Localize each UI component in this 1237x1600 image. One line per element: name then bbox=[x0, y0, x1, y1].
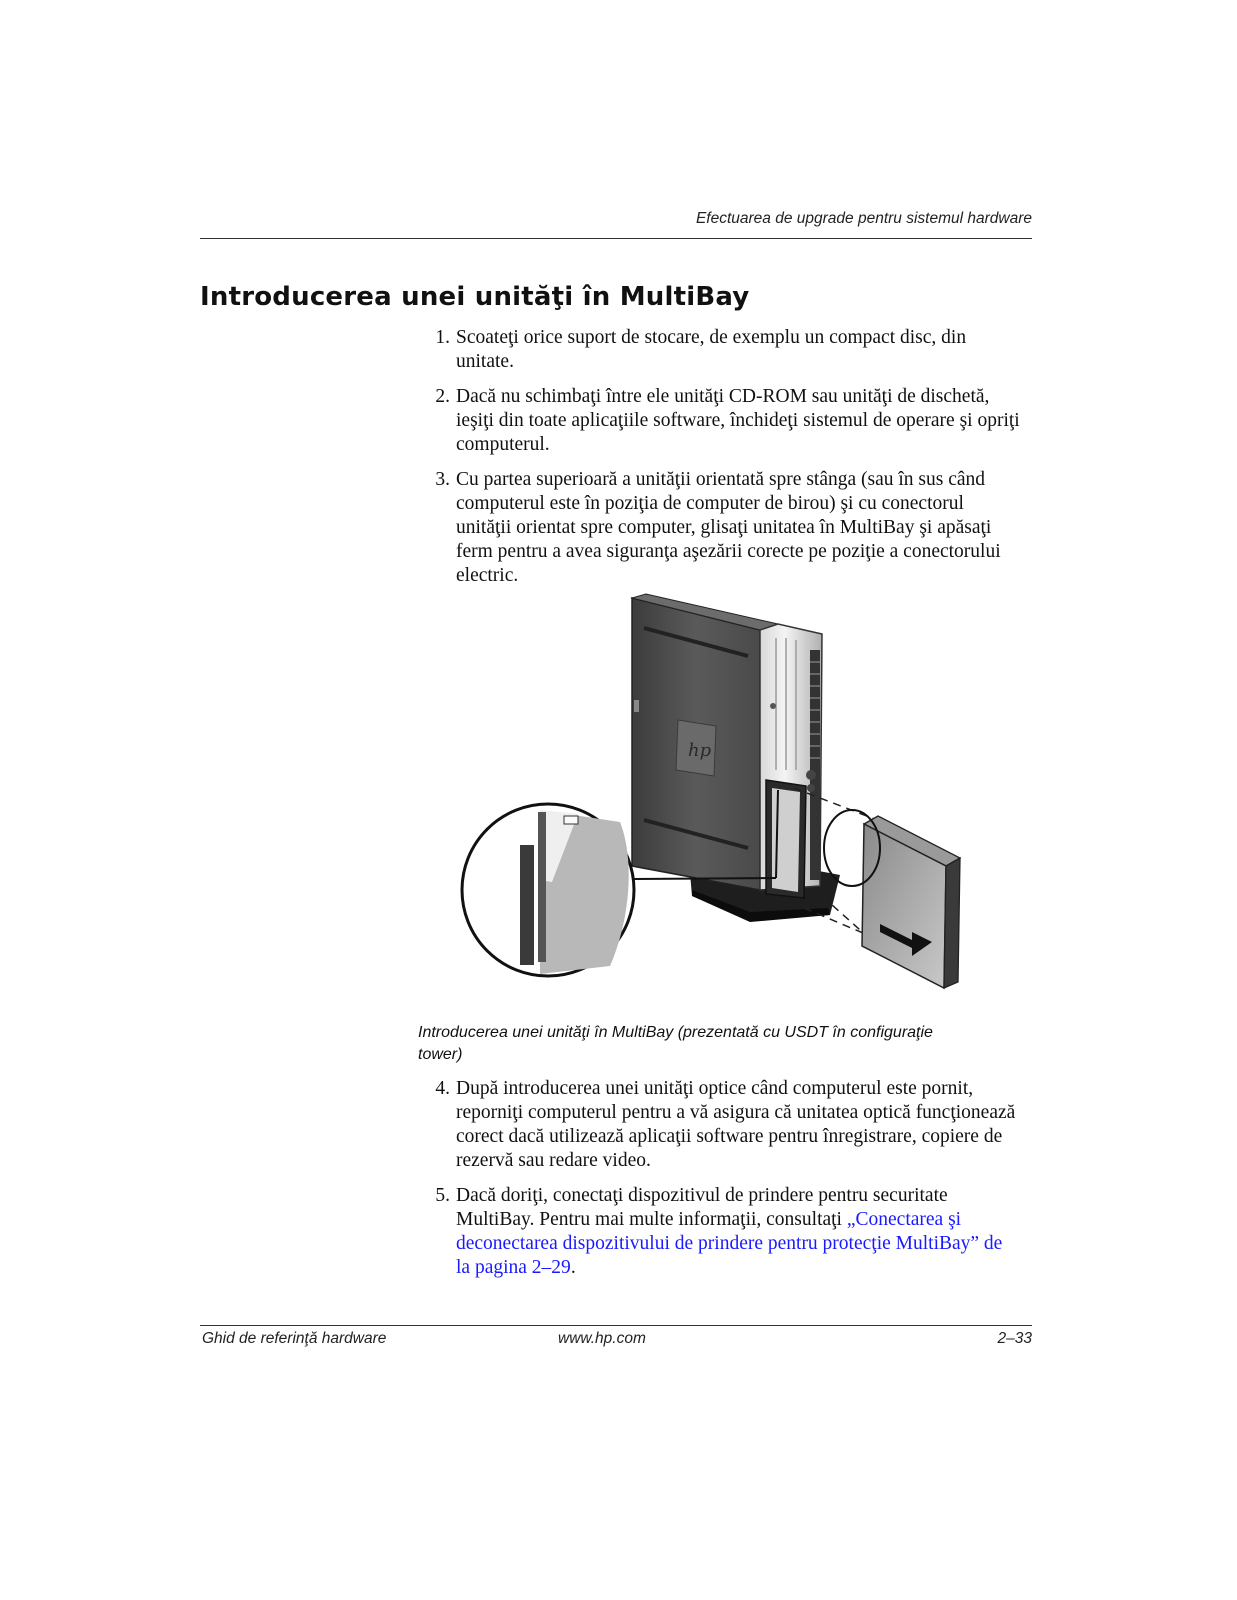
footer-rule bbox=[200, 1325, 1032, 1326]
computer-tower bbox=[632, 594, 822, 898]
step-number: 5. bbox=[435, 1185, 450, 1206]
step-2 bbox=[420, 385, 1020, 457]
step-number: 4. bbox=[435, 1078, 450, 1099]
footer-page-number: 2–33 bbox=[997, 1330, 1032, 1347]
step-3 bbox=[420, 468, 1020, 588]
step-text: După introducerea unei unităţi optice când computerul este pornit, reporniţi computerul pentru a vă asigura că unitatea optică funcţionează corect dacă utilizează aplicaţii software pentru înregistrare, copiere de rezervă sau redare video. bbox=[456, 1078, 1016, 1171]
step-text: Scoateţi orice suport de stocare, de exemplu un compact disc, din unitate. bbox=[456, 327, 967, 372]
step-text: Dacă doriţi, conectaţi dispozitivul de prindere pentru securitate MultiBay. Pentru mai multe informaţii, consultaţi bbox=[456, 1185, 948, 1230]
step-1 bbox=[420, 326, 1020, 374]
footer-guide-title: Ghid de referinţă hardware bbox=[202, 1330, 387, 1347]
hp-logo: hp bbox=[688, 740, 712, 761]
step-5 bbox=[420, 1184, 1020, 1280]
step-number: 1. bbox=[435, 327, 450, 348]
step-4 bbox=[420, 1077, 1020, 1173]
cross-reference-link[interactable]: „Conectarea şi deconectarea dispozitivului de prindere pentru protecţie MultiBay” de la pagina 2–29 bbox=[456, 1209, 1003, 1278]
step-text-end: . bbox=[570, 1257, 576, 1278]
step-text: Cu partea superioară a unităţii orientată spre stânga (sau în sus când computerul este în poziţia de computer de birou) şi cu conectorul unităţii orientat spre computer, glisaţi unitatea în MultiBay şi apăsaţi ferm pentru a avea siguranţa aşezării corecte pe poziţie a conectorului electric. bbox=[456, 469, 1001, 586]
section-title: Introducerea unei unităţi în MultiBay bbox=[200, 282, 750, 312]
running-header: Efectuarea de upgrade pentru sistemul hardware bbox=[695, 210, 1032, 227]
optical-drive bbox=[862, 816, 960, 990]
steps-list-after-figure bbox=[420, 1077, 1020, 1291]
header-rule bbox=[200, 238, 1032, 239]
steps-list-before-figure bbox=[420, 326, 1020, 599]
footer-website: www.hp.com bbox=[558, 1330, 646, 1347]
figure-caption: Introducerea unei unităţi în MultiBay (prezentată cu USDT în configuraţie tower) bbox=[418, 1024, 933, 1063]
step-text: Dacă nu schimbaţi între ele unităţi CD-ROM sau unităţi de dischetă, ieşiţi din toate aplicaţiile software, închideţi sistemul de operare şi opriţi computerul. bbox=[456, 386, 1020, 455]
multibay-illustration bbox=[460, 590, 980, 990]
step-number: 2. bbox=[435, 386, 450, 407]
detail-magnifier bbox=[462, 804, 634, 976]
step-number: 3. bbox=[435, 469, 450, 490]
